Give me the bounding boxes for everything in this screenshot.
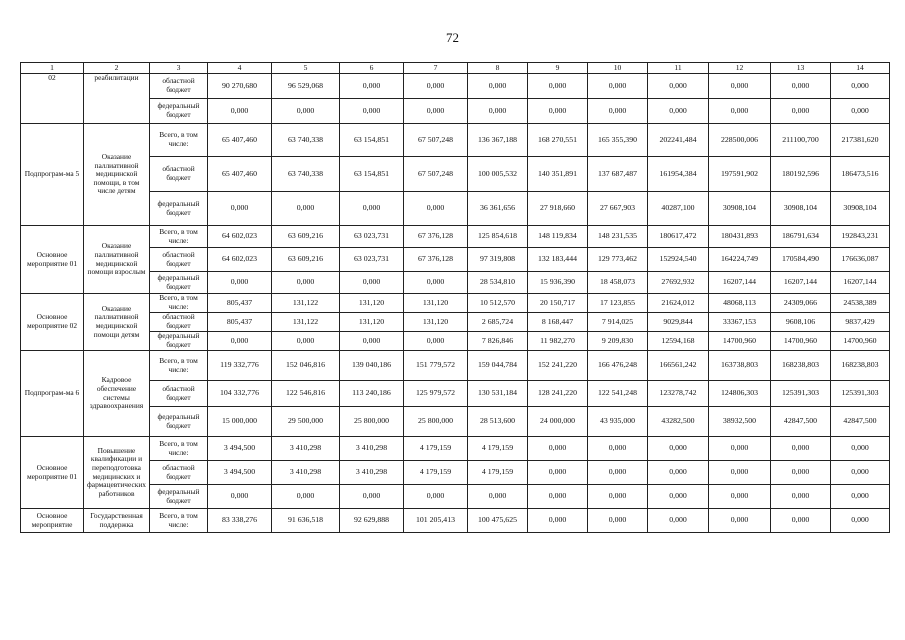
value-cell: 202241,484 [648,124,709,157]
value-cell: 0,000 [528,74,588,99]
value-cell: 168238,803 [771,351,831,381]
value-cell: 125391,303 [831,381,890,407]
funding-source-cell: областной бюджет [150,74,208,99]
value-cell: 30908,104 [831,192,890,226]
value-cell: 24538,389 [831,294,890,313]
header-cell: 13 [771,63,831,74]
value-cell: 9029,844 [648,313,709,332]
header-cell: 14 [831,63,890,74]
value-cell: 0,000 [468,485,528,509]
funding-source-cell: областной бюджет [150,381,208,407]
value-cell: 123278,742 [648,381,709,407]
value-cell: 0,000 [831,99,890,124]
value-cell: 228500,006 [709,124,771,157]
value-cell: 12594,168 [648,332,709,351]
value-cell: 0,000 [528,99,588,124]
value-cell: 63 023,731 [340,248,404,272]
value-cell: 163738,803 [709,351,771,381]
value-cell: 48068,113 [709,294,771,313]
value-cell: 132 183,444 [528,248,588,272]
value-cell: 90 270,680 [208,74,272,99]
value-cell: 104 332,776 [208,381,272,407]
program-name-cell: Повышение квалификации и переподготовка медицинских и фармацевтических работников [84,437,150,509]
table-row [21,226,890,248]
value-cell: 805,437 [208,294,272,313]
value-cell: 0,000 [272,332,340,351]
value-cell: 67 376,128 [404,226,468,248]
value-cell: 0,000 [404,192,468,226]
value-cell: 40287,100 [648,192,709,226]
table-row [21,381,890,407]
program-cell: Подпрограм-ма 5 [21,124,84,226]
value-cell: 0,000 [528,437,588,461]
value-cell: 0,000 [648,74,709,99]
value-cell: 176636,087 [831,248,890,272]
value-cell: 131,120 [340,313,404,332]
value-cell: 0,000 [340,74,404,99]
value-cell: 0,000 [771,74,831,99]
value-cell: 168 270,551 [528,124,588,157]
value-cell: 0,000 [709,74,771,99]
table-row [21,248,890,272]
value-cell: 0,000 [831,485,890,509]
value-cell: 122 541,248 [588,381,648,407]
value-cell: 42847,500 [831,407,890,437]
value-cell: 63 609,216 [272,226,340,248]
budget-table [20,62,890,533]
value-cell: 4 179,159 [404,437,468,461]
value-cell: 217381,620 [831,124,890,157]
funding-source-cell: Всего, в том числе: [150,509,208,533]
header-cell: 2 [84,63,150,74]
program-name-cell: Оказание паллиативной медицинской помощи детям [84,294,150,351]
value-cell: 186791,634 [771,226,831,248]
value-cell: 14700,960 [831,332,890,351]
value-cell: 130 531,184 [468,381,528,407]
value-cell: 38932,500 [709,407,771,437]
value-cell: 9837,429 [831,313,890,332]
funding-source-cell: федеральный бюджет [150,332,208,351]
value-cell: 100 475,625 [468,509,528,533]
value-cell: 8 168,447 [528,313,588,332]
header-cell: 11 [648,63,709,74]
value-cell: 63 740,338 [272,157,340,192]
program-name-cell: Кадровое обеспечение системы здравоохранения [84,351,150,437]
value-cell: 0,000 [404,485,468,509]
program-name-cell: Государственная поддержка [84,509,150,533]
funding-source-cell: Всего, в том числе: [150,437,208,461]
value-cell: 15 000,000 [208,407,272,437]
value-cell: 16207,144 [709,272,771,294]
value-cell: 0,000 [648,99,709,124]
value-cell: 4 179,159 [404,461,468,485]
value-cell: 113 240,186 [340,381,404,407]
table-row [21,485,890,509]
value-cell: 0,000 [831,74,890,99]
value-cell: 125391,303 [771,381,831,407]
value-cell: 27 667,903 [588,192,648,226]
value-cell: 0,000 [468,99,528,124]
funding-source-cell: федеральный бюджет [150,272,208,294]
value-cell: 0,000 [340,332,404,351]
funding-source-cell: областной бюджет [150,248,208,272]
value-cell: 43 935,000 [588,407,648,437]
value-cell: 0,000 [771,99,831,124]
value-cell: 129 773,462 [588,248,648,272]
value-cell: 10 512,570 [468,294,528,313]
value-cell: 30908,104 [709,192,771,226]
value-cell: 140 351,891 [528,157,588,192]
value-cell: 125 979,572 [404,381,468,407]
value-cell: 0,000 [528,509,588,533]
value-cell: 0,000 [588,485,648,509]
program-name-cell: Оказание паллиативной медицинской помощи, в том числе детям [84,124,150,226]
value-cell: 148 231,535 [588,226,648,248]
value-cell: 0,000 [588,99,648,124]
value-cell: 168238,803 [831,351,890,381]
value-cell: 151 779,572 [404,351,468,381]
header-cell: 5 [272,63,340,74]
table-row [21,124,890,157]
value-cell: 0,000 [208,192,272,226]
value-cell: 0,000 [272,272,340,294]
value-cell: 0,000 [528,461,588,485]
header-cell: 8 [468,63,528,74]
value-cell: 0,000 [771,485,831,509]
value-cell: 83 338,276 [208,509,272,533]
value-cell: 64 602,023 [208,226,272,248]
value-cell: 67 507,248 [404,157,468,192]
value-cell: 180431,893 [709,226,771,248]
value-cell: 0,000 [340,192,404,226]
value-cell: 192843,231 [831,226,890,248]
program-cell: 02 [21,74,84,124]
value-cell: 3 410,298 [272,437,340,461]
value-cell: 65 407,460 [208,124,272,157]
value-cell: 63 609,216 [272,248,340,272]
value-cell: 0,000 [588,437,648,461]
value-cell: 3 410,298 [272,461,340,485]
value-cell: 0,000 [648,437,709,461]
table-row [21,99,890,124]
table-row [21,461,890,485]
value-cell: 0,000 [340,99,404,124]
funding-source-cell: федеральный бюджет [150,192,208,226]
value-cell: 16207,144 [771,272,831,294]
value-cell: 3 410,298 [340,461,404,485]
value-cell: 131,122 [272,313,340,332]
value-cell: 42847,500 [771,407,831,437]
header-cell: 9 [528,63,588,74]
value-cell: 101 205,413 [404,509,468,533]
value-cell: 63 154,851 [340,124,404,157]
value-cell: 122 546,816 [272,381,340,407]
value-cell: 0,000 [272,99,340,124]
value-cell: 24 000,000 [528,407,588,437]
value-cell: 0,000 [648,461,709,485]
value-cell: 180192,596 [771,157,831,192]
table-row [21,313,890,332]
value-cell: 30908,104 [771,192,831,226]
value-cell: 152 241,220 [528,351,588,381]
value-cell: 43282,500 [648,407,709,437]
value-cell: 4 179,159 [468,461,528,485]
table-row [21,351,890,381]
value-cell: 0,000 [588,74,648,99]
value-cell: 14700,960 [771,332,831,351]
value-cell: 9608,106 [771,313,831,332]
value-cell: 180617,472 [648,226,709,248]
value-cell: 125 854,618 [468,226,528,248]
value-cell: 36 361,656 [468,192,528,226]
value-cell: 64 602,023 [208,248,272,272]
program-cell: Основное мероприятие 01 [21,437,84,509]
value-cell: 0,000 [831,461,890,485]
header-cell: 7 [404,63,468,74]
table-row [21,294,890,313]
value-cell: 211100,700 [771,124,831,157]
value-cell: 0,000 [208,99,272,124]
value-cell: 0,000 [404,332,468,351]
value-cell: 131,120 [404,294,468,313]
value-cell: 0,000 [340,485,404,509]
value-cell: 25 800,000 [404,407,468,437]
value-cell: 0,000 [648,509,709,533]
value-cell: 0,000 [404,272,468,294]
value-cell: 33367,153 [709,313,771,332]
value-cell: 0,000 [648,485,709,509]
value-cell: 0,000 [468,74,528,99]
value-cell: 124806,303 [709,381,771,407]
value-cell: 0,000 [340,272,404,294]
table-row [21,407,890,437]
value-cell: 0,000 [771,461,831,485]
value-cell: 148 119,834 [528,226,588,248]
value-cell: 28 534,810 [468,272,528,294]
funding-source-cell: областной бюджет [150,313,208,332]
table-row [21,332,890,351]
value-cell: 63 154,851 [340,157,404,192]
value-cell: 0,000 [588,461,648,485]
value-cell: 7 826,846 [468,332,528,351]
value-cell: 170584,490 [771,248,831,272]
funding-source-cell: Всего, в том числе: [150,124,208,157]
value-cell: 197591,902 [709,157,771,192]
value-cell: 0,000 [709,485,771,509]
value-cell: 0,000 [272,485,340,509]
value-cell: 9 209,830 [588,332,648,351]
value-cell: 128 241,220 [528,381,588,407]
value-cell: 27 918,660 [528,192,588,226]
header-row [21,63,890,74]
value-cell: 4 179,159 [468,437,528,461]
value-cell: 0,000 [404,99,468,124]
funding-source-cell: Всего, в том числе: [150,226,208,248]
value-cell: 131,120 [404,313,468,332]
value-cell: 65 407,460 [208,157,272,192]
program-name-cell: реабилитации [84,74,150,124]
value-cell: 17 123,855 [588,294,648,313]
value-cell: 3 410,298 [340,437,404,461]
header-cell: 1 [21,63,84,74]
value-cell: 20 150,717 [528,294,588,313]
value-cell: 27692,932 [648,272,709,294]
value-cell: 21624,012 [648,294,709,313]
value-cell: 805,437 [208,313,272,332]
table-row [21,74,890,99]
value-cell: 18 458,073 [588,272,648,294]
value-cell: 0,000 [404,74,468,99]
value-cell: 0,000 [771,509,831,533]
funding-source-cell: федеральный бюджет [150,99,208,124]
value-cell: 136 367,188 [468,124,528,157]
value-cell: 16207,144 [831,272,890,294]
page-number: 72 [446,30,459,45]
funding-source-cell: Всего, в том числе: [150,294,208,313]
table-row [21,437,890,461]
value-cell: 96 529,068 [272,74,340,99]
value-cell: 137 687,487 [588,157,648,192]
value-cell: 28 513,600 [468,407,528,437]
value-cell: 0,000 [208,332,272,351]
table-row [21,509,890,533]
value-cell: 92 629,888 [340,509,404,533]
program-name-cell: Оказание паллиативной медицинской помощи взрослым [84,226,150,294]
value-cell: 186473,516 [831,157,890,192]
value-cell: 63 740,338 [272,124,340,157]
value-cell: 0,000 [272,192,340,226]
value-cell: 14700,960 [709,332,771,351]
table-row [21,157,890,192]
value-cell: 0,000 [709,461,771,485]
funding-source-cell: федеральный бюджет [150,485,208,509]
funding-source-cell: областной бюджет [150,461,208,485]
value-cell: 0,000 [771,437,831,461]
value-cell: 139 040,186 [340,351,404,381]
value-cell: 3 494,500 [208,461,272,485]
value-cell: 0,000 [528,485,588,509]
value-cell: 97 319,808 [468,248,528,272]
value-cell: 159 044,784 [468,351,528,381]
value-cell: 25 800,000 [340,407,404,437]
value-cell: 2 685,724 [468,313,528,332]
value-cell: 152924,540 [648,248,709,272]
value-cell: 91 636,518 [272,509,340,533]
value-cell: 29 500,000 [272,407,340,437]
funding-source-cell: Всего, в том числе: [150,351,208,381]
value-cell: 67 507,248 [404,124,468,157]
table-row [21,272,890,294]
value-cell: 3 494,500 [208,437,272,461]
header-cell: 3 [150,63,208,74]
program-cell: Основное мероприятие 01 [21,226,84,294]
program-cell: Основное мероприятие [21,509,84,533]
value-cell: 165 355,390 [588,124,648,157]
value-cell: 11 982,270 [528,332,588,351]
value-cell: 164224,749 [709,248,771,272]
value-cell: 24309,066 [771,294,831,313]
program-cell: Основное мероприятие 02 [21,294,84,351]
value-cell: 166561,242 [648,351,709,381]
value-cell: 0,000 [208,272,272,294]
funding-source-cell: областной бюджет [150,157,208,192]
header-cell: 4 [208,63,272,74]
value-cell: 0,000 [588,509,648,533]
value-cell: 100 005,532 [468,157,528,192]
value-cell: 0,000 [709,509,771,533]
funding-source-cell: федеральный бюджет [150,407,208,437]
value-cell: 7 914,025 [588,313,648,332]
value-cell: 0,000 [709,437,771,461]
value-cell: 131,122 [272,294,340,313]
value-cell: 0,000 [831,509,890,533]
program-cell: Подпрограм-ма 6 [21,351,84,437]
value-cell: 131,120 [340,294,404,313]
header-cell: 6 [340,63,404,74]
value-cell: 166 476,248 [588,351,648,381]
value-cell: 63 023,731 [340,226,404,248]
header-cell: 12 [709,63,771,74]
value-cell: 67 376,128 [404,248,468,272]
value-cell: 152 046,816 [272,351,340,381]
table-row [21,192,890,226]
value-cell: 15 936,390 [528,272,588,294]
value-cell: 0,000 [709,99,771,124]
value-cell: 119 332,776 [208,351,272,381]
value-cell: 0,000 [831,437,890,461]
value-cell: 0,000 [208,485,272,509]
header-cell: 10 [588,63,648,74]
value-cell: 161954,384 [648,157,709,192]
